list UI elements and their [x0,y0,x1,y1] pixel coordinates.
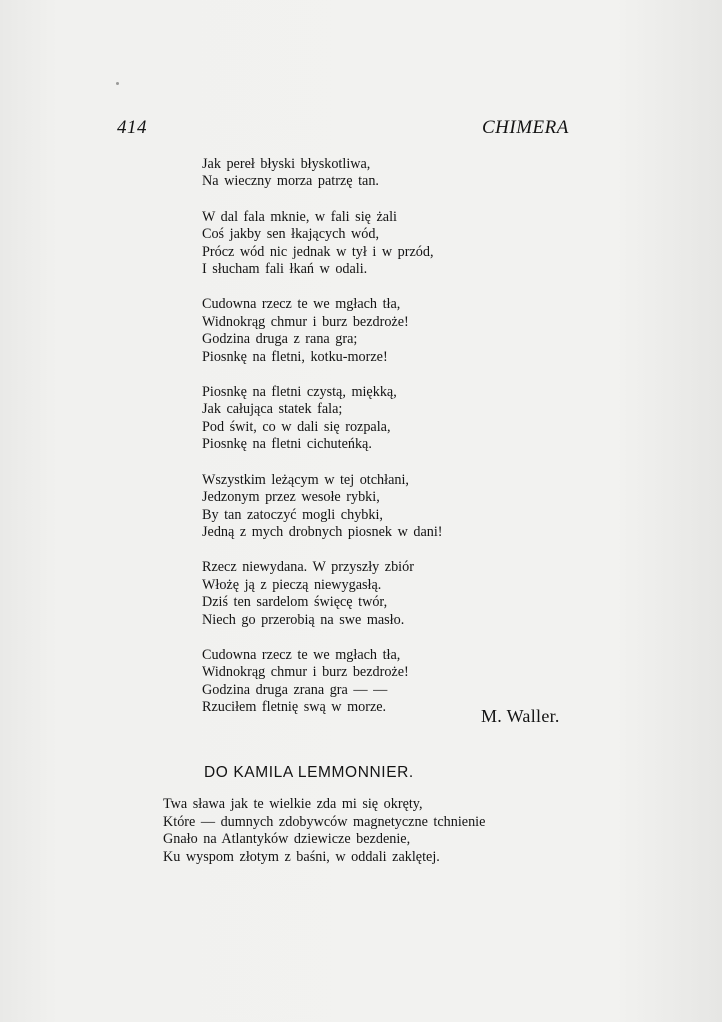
poem-line: Rzecz niewydana. W przyszły zbiór [202,559,414,576]
poem-line: Rzuciłem fletnię swą w morze. [202,699,387,716]
poem-line: Godzina druga zrana gra — — [202,681,388,698]
stanza [202,559,443,629]
poem-line: Widnokrąg chmur i burz bezdroże! [202,664,409,681]
poem-line: Niech go przerobią na swe masło. [202,611,405,628]
poem-line: By tan zatoczyć mogli chybki, [202,506,383,523]
next-poem-body [163,796,485,866]
poem-line: Cudowna rzecz te we mgłach tła, [202,296,401,313]
poem-line: Na wieczny morza patrzę tan. [202,173,379,190]
author-signature: M. Waller. [481,706,560,726]
poem-line: Pod świt, co w dali się rozpala, [202,418,391,435]
poem-line: Włożę ją z pieczą niewygasłą. [202,576,382,593]
poem-body [202,156,443,735]
poem-line: I słucham fali łkań w odali. [202,261,368,278]
poem-title: DO KAMILA LEMMONNIER. [204,764,414,781]
poem-line: Coś jakby sen łkających wód, [202,226,380,243]
poem-line: Jak pereł błyski błyskotliwa, [202,156,371,172]
poem-line: Prócz wód nic jednak w tył i w przód, [202,243,434,260]
poem-line: Gnało na Atlantyków dziewicze bezdenie, [163,831,411,848]
paper-speck [116,82,119,85]
poem-line: Jedną z mych drobnych piosnek w dani! [202,523,443,540]
running-title: CHIMERA [482,117,569,138]
poem-line: Piosnkę na fletni cichuteńką. [202,436,372,453]
poem-line: Widnokrąg chmur i burz bezdroże! [202,313,409,330]
stanza [202,647,443,717]
poem-line: Ku wyspom złotym z baśni, w oddali zaklętej. [163,848,440,865]
poem-line: Jedzonym przez wesołe rybki, [202,489,380,506]
stanza [202,296,443,366]
poem-line: Piosnkę na fletni czystą, miękką, [202,384,397,401]
poem-line: Piosnkę na fletni, kotku-morze! [202,348,388,365]
poem-line: Które — dumnych zdobywców magnetyczne tchnienie [163,813,486,830]
stanza [202,472,443,542]
poem-line: Godzina druga z rana gra; [202,331,358,348]
page-number: 414 [117,117,147,138]
poem-line: Cudowna rzecz te we mgłach tła, [202,646,401,663]
poem-line: Twa sława jak te wielkie zda mi się okręty, [163,796,423,812]
stanza [202,156,443,191]
poem-line: Dziś ten sardelom święcę twór, [202,594,388,611]
stanza [202,209,443,279]
poem-line: Wszystkim leżącym w tej otchłani, [202,471,409,488]
poem-line: W dal fala mknie, w fali się żali [202,208,397,225]
stanza [202,384,443,454]
poem-line: Jak całująca statek fala; [202,401,343,418]
